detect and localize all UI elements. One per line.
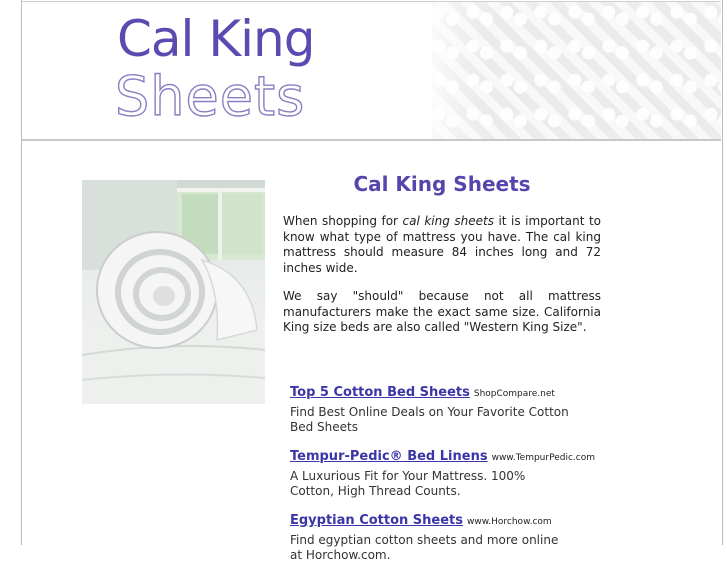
ad-item xyxy=(290,510,590,562)
intro-text-start: When shopping for xyxy=(283,214,403,228)
rolled-comforter-image xyxy=(82,180,265,404)
ad-description: Find egyptian cotton sheets and more online at Horchow.com. xyxy=(290,533,559,562)
ad-display-url[interactable]: www.Horchow.com xyxy=(467,517,552,527)
site-header xyxy=(22,1,721,141)
sponsored-links xyxy=(290,382,595,574)
ad-display-url[interactable]: ShopCompare.net xyxy=(473,389,555,399)
ad-item xyxy=(290,382,590,434)
size-note-paragraph: We say "should" because not all mattress manufacturers make the exact same size. California King size beds are also called "Western King Size". xyxy=(283,289,601,335)
ad-link-egyptian-cotton[interactable]: Egyptian Cotton Sheets xyxy=(290,513,464,528)
ad-display-url[interactable]: www.TempurPedic.com xyxy=(491,453,595,463)
logo-text-line1[interactable]: Cal King xyxy=(117,10,315,68)
intro-emphasis: cal king sheets xyxy=(402,214,494,228)
quilted-mattress-image xyxy=(432,2,721,139)
ad-description: Find Best Online Deals on Your Favorite Cotton Bed Sheets xyxy=(290,405,569,434)
logo-text-line2[interactable]: Sheets xyxy=(115,65,306,128)
ad-link-cotton-sheets[interactable]: Top 5 Cotton Bed Sheets xyxy=(290,385,470,400)
ad-description: A Luxurious Fit for Your Mattress. 100% Cotton, High Thread Counts. xyxy=(290,469,526,498)
intro-text-end: it is important to know what type of mattress you have. The cal king mattress should measure 84 inches long and 72 inches wide. xyxy=(283,214,602,275)
ad-item xyxy=(290,446,595,498)
ad-link-tempurpedic[interactable]: Tempur-Pedic® Bed Linens xyxy=(290,449,488,464)
page-title: Cal King Sheets xyxy=(353,172,531,196)
intro-paragraph xyxy=(283,214,601,276)
